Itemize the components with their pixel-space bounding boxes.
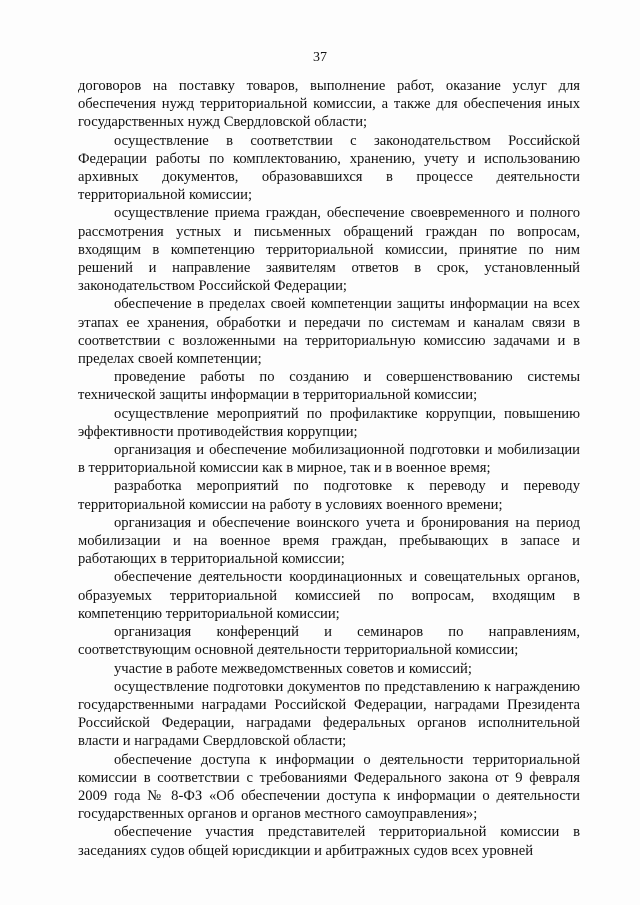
paragraph: проведение работы по созданию и совершенствованию системы технической защиты информации в территориальной комиссии;: [78, 369, 580, 404]
page-number: 37: [313, 50, 327, 65]
paragraph: обеспечение участия представителей территориальной комиссии в заседаниях судов общей юрисдикции и арбитражных судов всех уровней: [78, 824, 580, 859]
paragraph: обеспечение доступа к информации о деятельности территориальной комиссии в соответствии с требованиями Федерального закона от 9 февраля 2009 года № 8-ФЗ «Об обеспечении доступа к информации о деятельности государственных органов и органов местного самоуправления»;: [78, 751, 580, 823]
body-text: [78, 77, 580, 860]
paragraph: обеспечение деятельности координационных и совещательных органов, образуемых территориальной комиссией по вопросам, входящим в компетенцию территориальной комиссии;: [78, 569, 580, 622]
paragraph: участие в работе межведомственных советов и комиссий;: [114, 660, 472, 677]
paragraph: организация и обеспечение воинского учета и бронирования на период мобилизации и на военное время граждан, пребывающих в запасе и работающих в территориальной комиссии;: [78, 514, 580, 568]
paragraph: договоров на поставку товаров, выполнение работ, оказание услуг для обеспечения нужд территориальной комиссии, а также для обеспечения иных государственных нужд Свердловской области;: [78, 78, 580, 131]
paragraph: осуществление в соответствии с законодательством Российской Федерации работы по комплектованию, хранению, учету и использованию архивных документов, образовавшихся в процессе деятельности территориальной комиссии;: [78, 132, 580, 204]
paragraph: организация и обеспечение мобилизационной подготовки и мобилизации в территориальной комиссии как в мирное, так и в военное время;: [78, 442, 580, 477]
paragraph: обеспечение в пределах своей компетенции защиты информации на всех этапах ее хранения, обработки и передачи по системам и каналам связи в соответствии с возложенными на территориальную комиссию задачами и в пределах своей компетенции;: [78, 296, 580, 368]
paragraph: осуществление мероприятий по профилактике коррупции, повышению эффективности противодействия коррупции;: [78, 405, 580, 440]
paragraph: организация конференций и семинаров по направлениям, соответствующим основной деятельности территориальной комиссии;: [78, 624, 580, 659]
paragraph: разработка мероприятий по подготовке к переводу и переводу территориальной комиссии на работу в условиях военного времени;: [78, 478, 580, 513]
paragraph: осуществление приема граждан, обеспечение своевременного и полного рассмотрения устных и письменных обращений граждан по вопросам, входящим в компетенцию территориальной комиссии, принятие по ним решений и направление заявителям ответов в срок, установленный законодательством Российской Федерации;: [78, 205, 580, 295]
paragraph: осуществление подготовки документов по представлению к награждению государственными наградами Российской Федерации, наградами Президента Российской Федерации, наградами федеральных органов исполнительной власти и наградами Свердловской области;: [78, 678, 580, 750]
